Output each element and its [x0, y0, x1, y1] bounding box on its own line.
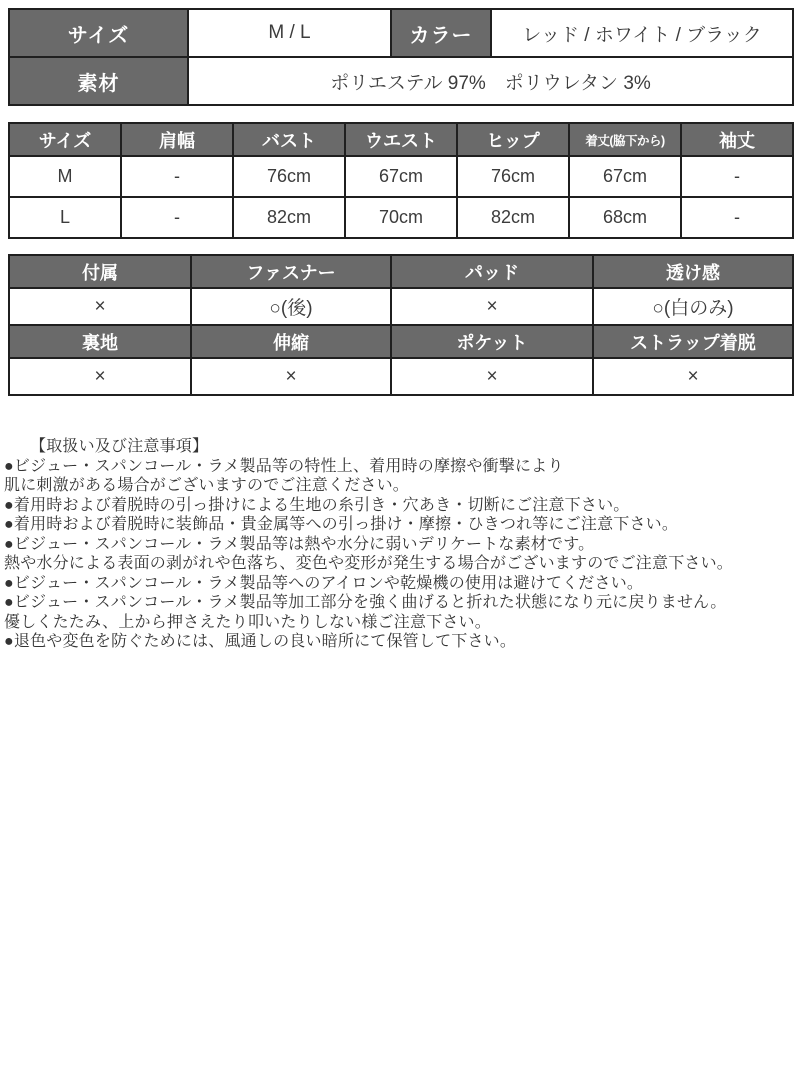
- feature-header-stretch: 伸縮: [191, 325, 391, 358]
- note-line: 肌に刺激がある場合がございますのでご注意ください。: [4, 477, 410, 494]
- feature-header-lining: 裏地: [9, 325, 191, 358]
- features-value-row-2: [9, 358, 793, 395]
- cell-length: 67cm: [569, 156, 681, 197]
- features-header-row-1: [9, 255, 793, 288]
- cell-shoulder: -: [121, 156, 233, 197]
- col-header-bust: バスト: [233, 123, 345, 156]
- product-info-table: [8, 8, 794, 106]
- feature-value-pocket: ×: [391, 358, 593, 395]
- feature-header-pocket: ポケット: [391, 325, 593, 358]
- measurements-table: [8, 122, 794, 239]
- feature-header-accessory: 付属: [9, 255, 191, 288]
- material-value: ポリエステル 97% ポリウレタン 3%: [188, 57, 793, 105]
- feature-value-strap: ×: [593, 358, 793, 395]
- col-header-shoulder: 肩幅: [121, 123, 233, 156]
- note-line: 熱や水分による表面の剥がれや色落ち、変色や変形が発生する場合がございますのでご注意下さい。: [4, 555, 734, 572]
- cell-size: M: [9, 156, 121, 197]
- col-header-hip: ヒップ: [457, 123, 569, 156]
- care-notes: [0, 437, 800, 652]
- cell-shoulder: -: [121, 197, 233, 238]
- measurements-header-row: [9, 123, 793, 156]
- feature-header-fastener: ファスナー: [191, 255, 391, 288]
- cell-hip: 76cm: [457, 156, 569, 197]
- feature-value-sheerness: ○(白のみ): [593, 288, 793, 325]
- cell-sleeve: -: [681, 156, 793, 197]
- note-line: ●着用時および着脱時の引っ掛けによる生地の糸引き・穴あき・切断にご注意下さい。: [4, 496, 630, 514]
- col-header-size: サイズ: [9, 123, 121, 156]
- features-table: [8, 254, 794, 396]
- feature-header-strap: ストラップ着脱: [593, 325, 793, 358]
- feature-header-sheerness: 透け感: [593, 255, 793, 288]
- feature-value-fastener: ○(後): [191, 288, 391, 325]
- feature-value-pad: ×: [391, 288, 593, 325]
- color-label: カラー: [391, 9, 491, 57]
- cell-waist: 70cm: [345, 197, 457, 238]
- size-value: M / L: [188, 9, 391, 57]
- note-line: ●ビジュー・スパンコール・ラメ製品等の特性上、着用時の摩擦や衝撃により: [4, 457, 564, 475]
- material-label: 素材: [9, 57, 188, 105]
- cell-bust: 76cm: [233, 156, 345, 197]
- cell-sleeve: -: [681, 197, 793, 238]
- feature-header-pad: パッド: [391, 255, 593, 288]
- feature-value-accessory: ×: [9, 288, 191, 325]
- measurements-row-m: [9, 156, 793, 197]
- features-header-row-2: [9, 325, 793, 358]
- care-notes-title: 【取扱い及び注意事項】: [30, 438, 209, 455]
- measurements-row-l: [9, 197, 793, 238]
- feature-value-lining: ×: [9, 358, 191, 395]
- product-info-row-material: [9, 57, 793, 105]
- note-line: ●退色や変色を防ぐためには、風通しの良い暗所にて保管して下さい。: [4, 633, 517, 650]
- note-line: 優しくたたみ、上から押さえたり叩いたりしない様ご注意下さい。: [4, 613, 491, 631]
- features-value-row-1: [9, 288, 793, 325]
- feature-value-stretch: ×: [191, 358, 391, 395]
- product-info-row-size-color: [9, 9, 793, 57]
- cell-length: 68cm: [569, 197, 681, 238]
- cell-hip: 82cm: [457, 197, 569, 238]
- cell-size: L: [9, 197, 121, 238]
- note-line: ●着用時および着脱時に装飾品・貴金属等への引っ掛け・摩擦・ひきつれ等にご注意下さい。: [4, 516, 679, 533]
- note-line: ●ビジュー・スパンコール・ラメ製品等へのアイロンや乾燥機の使用は避けてください。: [4, 574, 644, 592]
- col-header-waist: ウエスト: [345, 123, 457, 156]
- cell-bust: 82cm: [233, 197, 345, 238]
- note-line: ●ビジュー・スパンコール・ラメ製品等は熱や水分に弱いデリケートな素材です。: [4, 535, 595, 553]
- note-line: ●ビジュー・スパンコール・ラメ製品等加工部分を強く曲げると折れた状態になり元に戻りません。: [4, 594, 727, 611]
- col-header-sleeve: 袖丈: [681, 123, 793, 156]
- cell-waist: 67cm: [345, 156, 457, 197]
- col-header-length: 着丈(脇下から): [569, 123, 681, 156]
- size-label: サイズ: [9, 9, 188, 57]
- color-value: レッド / ホワイト / ブラック: [491, 9, 793, 57]
